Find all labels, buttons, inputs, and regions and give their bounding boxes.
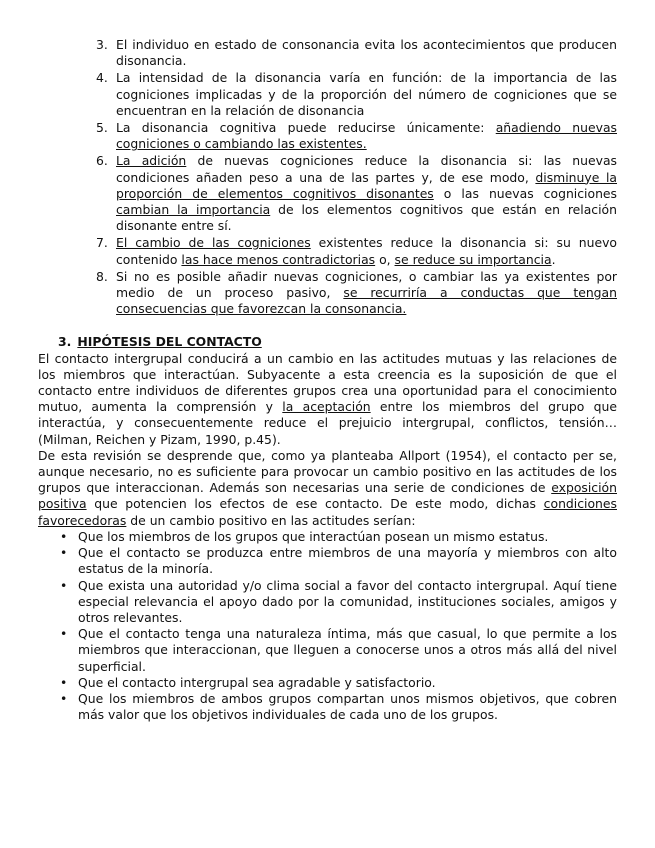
item-number: 3.: [96, 37, 108, 52]
bullet-item: [60, 626, 617, 675]
underlined-phrase: disminuye la proporción de elementos cognitivos disonantes: [116, 169, 617, 201]
text-run: entre los miembros del grupo que interactúa, y consecuentemente reduce el prejuicio intergrupal, conflictos, tensión… (Milman, Reichen y Pizam, 1990, p.45).: [38, 399, 617, 447]
item-number: 6.: [96, 153, 108, 169]
underlined-phrase: las hace menos contradictorias: [181, 251, 376, 267]
text-run: de nuevas cogniciones reduce la disonancia si: las nuevas condiciones añaden peso a una de las partes y, de ese modo,: [116, 153, 617, 185]
text-run: El individuo en estado de consonancia evita los acontecimientos que producen disonancia.: [116, 37, 617, 69]
list-item: [96, 153, 618, 234]
text-run: De esta revisión se desprende que, como ya planteaba Allport (1954), el contacto per se, aunque necesario, no es suficiente para provocar un cambio positivo en las actitudes de los grupos que interaccionan. Además son necesarias una serie de condiciones de: [38, 447, 617, 496]
bullet-icon: •: [60, 690, 68, 706]
text-run: de los elementos cognitivos que están en relación disonante entre sí.: [116, 202, 617, 234]
underlined-phrase: La adición: [116, 153, 187, 169]
list-item: [96, 70, 617, 119]
conditions-bullet-list: [38, 529, 617, 723]
section-title: HIPÓTESIS DEL CONTACTO: [77, 334, 262, 350]
bullet-text: Que el contacto intergrupal sea agradable y satisfactorio.: [78, 674, 436, 690]
bullet-item: [60, 545, 617, 577]
bullet-text: Que el contacto tenga una naturaleza íntima, más que casual, lo que permite a los miembros que interaccionan, que lleguen a conocerse unos a otros más allá del nivel superficial.: [78, 626, 617, 674]
item-text: [116, 37, 617, 68]
bullet-text: Que exista una autoridad y/o clima social a favor del contacto intergrupal. Aquí tiene especial relevancia el apoyo dado por la comunidad, instituciones sociales, amigos y otros relevantes.: [78, 577, 617, 625]
item-text: [116, 120, 617, 151]
underlined-phrase: se recurriría a conductas que tengan consecuencias que favorezcan la consonancia.: [116, 285, 617, 317]
numbered-list: [38, 37, 617, 317]
list-item: [96, 37, 617, 69]
section-heading: [38, 334, 617, 350]
bullet-item: [60, 528, 617, 545]
underlined-phrase: la aceptación: [282, 399, 371, 415]
bullet-item: [60, 577, 617, 627]
item-text: [116, 235, 617, 266]
text-run: La intensidad de la disonancia varía en función: de la importancia de las cogniciones implicadas y de la proporción del número de cogniciones que se encuentran en la relación de disonancia: [116, 70, 617, 118]
item-text: [116, 153, 617, 233]
item-number: 7.: [96, 235, 108, 251]
paragraph-contact-definition: [38, 351, 617, 448]
item-number: 4.: [96, 70, 108, 86]
bullet-text: Que los miembros de los grupos que interactúan posean un mismo estatus.: [78, 528, 549, 544]
item-number: 8.: [96, 268, 108, 284]
bullet-icon: •: [60, 528, 68, 544]
bullet-text: Que los miembros de ambos grupos compartan unos mismos objetivos, que cobren más valor que los objetivos individuales de cada uno de los grupos.: [78, 690, 617, 723]
text-run: existentes reduce la disonancia si: su nuevo contenido: [116, 235, 617, 267]
text-run: que potencien los efectos de ese contacto. De este modo, dichas: [86, 496, 544, 512]
text-run: o las nuevas cogniciones: [433, 185, 618, 201]
underlined-phrase: añadiendo nuevas cogniciones o cambiando las existentes.: [116, 120, 617, 152]
bullet-icon: •: [60, 577, 68, 593]
text-run: o,: [375, 251, 395, 267]
text-run: .: [551, 251, 556, 267]
text-run: Si no es posible añadir nuevas cogniciones, o cambiar las ya existentes por medio de un proceso pasivo,: [116, 268, 617, 301]
underlined-phrase: se reduce su importancia: [394, 251, 552, 267]
bullet-item: [60, 674, 617, 691]
list-item: [96, 268, 617, 318]
underlined-phrase: cambian la importancia: [116, 202, 271, 218]
bullet-text: Que el contacto se produzca entre miembros de una mayoría y miembros con alto estatus de la minoría.: [78, 545, 617, 577]
list-item: [96, 235, 617, 267]
item-text: [116, 269, 617, 316]
bullet-icon: •: [60, 674, 68, 690]
text-run: La disonancia cognitiva puede reducirse únicamente:: [116, 120, 496, 136]
item-text: [116, 70, 617, 117]
underlined-phrase: condiciones favorecedoras: [38, 496, 617, 528]
bullet-icon: •: [60, 545, 68, 561]
text-run: El contacto intergrupal conducirá a un cambio en las actitudes mutuas y las relaciones de los miembros que interactúan. Subyacente a esta creencia es la suposición de que el contacto entre individuos de diferentes grupos crea una oportunidad para el conocimiento mutuo, aumenta la comprensión y: [38, 350, 617, 415]
bullet-icon: •: [60, 626, 68, 642]
list-item: [96, 120, 617, 152]
section-number: 3.: [58, 334, 72, 350]
bullet-item: [60, 690, 617, 723]
paragraph-allport-review: [38, 448, 617, 529]
text-run: de un cambio positivo en las actitudes serían:: [126, 512, 416, 528]
underlined-phrase: El cambio de las cogniciones: [116, 235, 311, 251]
item-number: 5.: [96, 120, 108, 136]
underlined-phrase: exposición positiva: [38, 480, 617, 512]
